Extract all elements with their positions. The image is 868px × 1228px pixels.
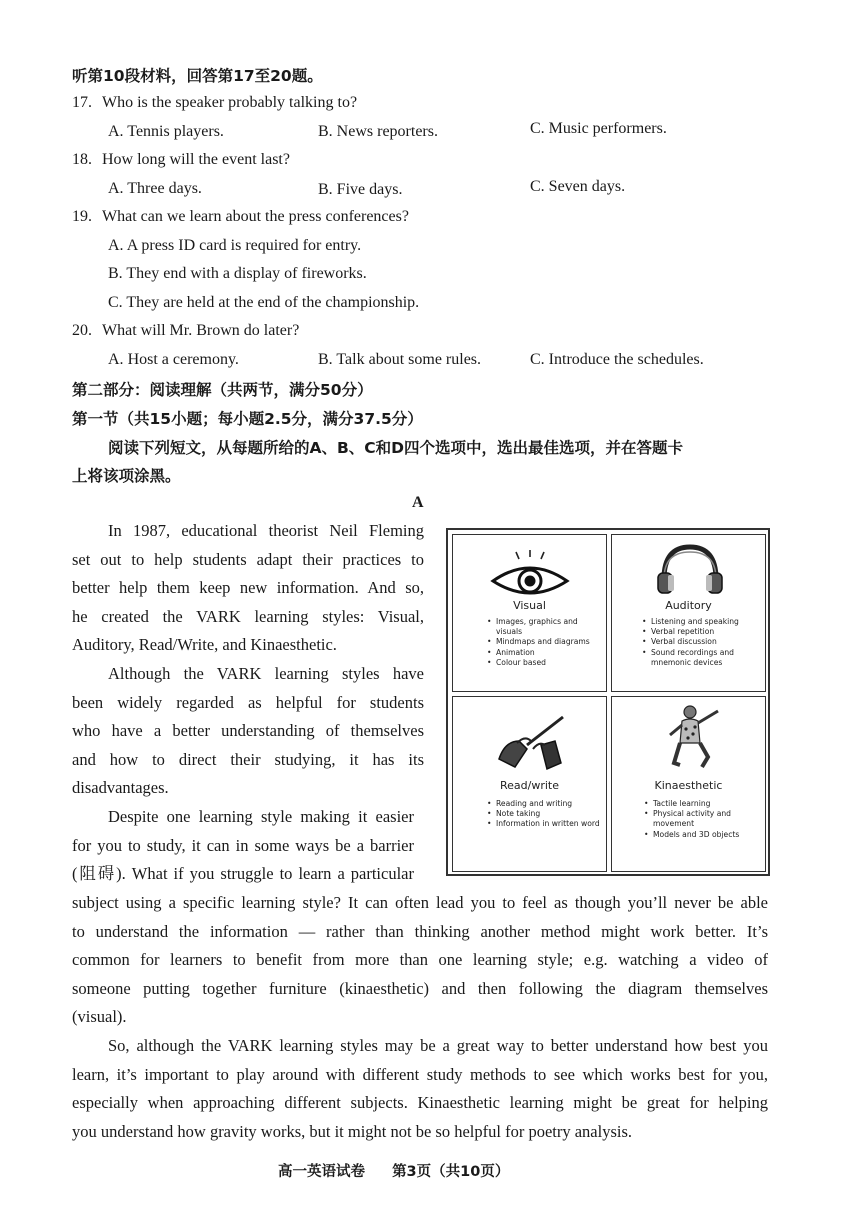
list-item: • Note taking	[487, 809, 603, 819]
option-text: News reporters.	[336, 123, 438, 140]
passage-line: who have a better understanding of themselves	[72, 721, 424, 741]
question-text: What can we learn about the press conferences?	[102, 208, 409, 225]
option-18c	[530, 178, 625, 196]
option-letter: A.	[108, 123, 124, 140]
list-item: • Images, graphics and visuals	[487, 617, 601, 637]
passage-wide-column	[72, 889, 768, 1146]
passage-line: (visual).	[72, 1007, 127, 1027]
option-letter: A.	[108, 351, 124, 368]
passage-line: especially when approaching different subjects. Kinaesthetic learning might be great for helping	[72, 1093, 768, 1113]
passage-line: been widely regarded as helpful for students	[72, 692, 424, 712]
list-item: • Tactile learning	[644, 799, 762, 809]
option-letter: B.	[318, 123, 333, 140]
passage-label: A	[412, 494, 424, 511]
visual-list	[487, 617, 601, 668]
passage-line: In 1987, educational theorist Neil Fleming	[108, 521, 424, 540]
passage-line: to understand the information — rather than thinking another method might work better. It’s	[72, 921, 768, 941]
option-19a	[108, 237, 361, 255]
question-number: 20.	[72, 322, 92, 339]
list-item: • Listening and speaking	[642, 617, 762, 627]
kinaesthetic-list	[644, 799, 762, 840]
option-text: Five days.	[336, 181, 403, 198]
option-17b	[318, 123, 438, 141]
question-19	[72, 208, 409, 226]
passage-line: common for learners to benefit from more than one learning style; e.g. watching a video of	[72, 950, 768, 970]
question-number: 19.	[72, 208, 92, 225]
footer-title: 高一英语试卷	[278, 1164, 365, 1180]
readwrite-cell	[452, 696, 607, 872]
question-text: What will Mr. Brown do later?	[102, 322, 300, 339]
visual-cell	[452, 534, 607, 692]
writing-hand-icon	[493, 711, 571, 773]
option-letter: C.	[530, 178, 545, 195]
kinaesthetic-cell	[611, 696, 766, 872]
question-20	[72, 322, 299, 340]
list-item: • Physical activity and movement	[644, 809, 762, 829]
question-number: 17.	[72, 94, 92, 111]
option-letter: A.	[108, 180, 124, 197]
option-19c	[108, 294, 419, 312]
instructions-line2: 上将该项涂黑。	[72, 467, 181, 485]
option-letter: A.	[108, 237, 124, 254]
option-20a	[108, 351, 239, 369]
option-text: They are held at the end of the championship.	[126, 294, 420, 311]
auditory-list	[642, 617, 762, 668]
passage-line: Despite one learning style making it easier	[108, 807, 414, 826]
passage-line: Auditory, Read/Write, and Kinaesthetic.	[72, 635, 337, 655]
visual-title: Visual	[513, 599, 546, 612]
passage-line: (阻碍). What if you struggle to learn a particular	[72, 864, 414, 884]
option-17c	[530, 120, 667, 138]
question-text: Who is the speaker probably talking to?	[102, 94, 358, 111]
question-17	[72, 94, 357, 112]
list-item: • Sound recordings and mnemonic devices	[642, 648, 762, 668]
passage-line: subject using a specific learning style? It can often lead you to feel as though you’ll never be able	[72, 893, 768, 912]
option-text: Three days.	[127, 180, 202, 197]
passage-line: disadvantages.	[72, 778, 169, 798]
eye-icon	[489, 549, 571, 599]
part2-header: 第二部分：阅读理解（共两节，满分50分）	[72, 381, 373, 399]
passage-line: So, although the VARK learning styles may be a great way to better understand how best you	[108, 1035, 768, 1055]
option-text: Host a ceremony.	[127, 351, 239, 368]
passage-line: and how to direct their studying, it has its	[72, 749, 424, 769]
option-text: Tennis players.	[127, 123, 224, 140]
dancing-figure-icon	[660, 703, 724, 777]
list-item: • Animation	[487, 648, 601, 658]
option-19b	[108, 265, 367, 283]
option-text: They end with a display of fireworks.	[126, 265, 367, 282]
question-18	[72, 151, 290, 169]
section-header: 听第10段材料，回答第17至20题。	[72, 67, 323, 85]
footer-page-number: 第3页（共10页）	[392, 1164, 510, 1180]
option-letter: B.	[108, 265, 123, 282]
auditory-title: Auditory	[665, 599, 712, 612]
passage-line: better help them keep new information. And so,	[72, 578, 424, 598]
passage-narrow-column-2	[72, 803, 414, 889]
option-18a	[108, 180, 202, 198]
list-item: • Information in written word	[487, 819, 603, 829]
headphones-icon	[654, 541, 726, 597]
question-number: 18.	[72, 151, 92, 168]
list-item: • Mindmaps and diagrams	[487, 637, 601, 647]
passage-line: he created the VARK learning styles: Visual,	[72, 606, 424, 626]
kinaesthetic-title: Kinaesthetic	[654, 779, 723, 792]
passage-line: for you to study, it can in some ways be a barrier	[72, 835, 414, 855]
readwrite-title: Read/write	[499, 779, 559, 792]
option-text: A press ID card is required for entry.	[126, 237, 362, 254]
vark-figure	[446, 528, 770, 876]
passage-line: Although the VARK learning styles have	[108, 663, 424, 683]
question-text: How long will the event last?	[102, 151, 290, 168]
option-20b	[318, 351, 481, 369]
passage-line: you understand how gravity works, but it might not be so helpful for poetry analysis.	[72, 1121, 633, 1141]
readwrite-list	[487, 799, 603, 830]
option-text: Music performers.	[548, 120, 667, 137]
option-17a	[108, 123, 224, 141]
passage-line: set out to help students adapt their practices to	[72, 549, 424, 569]
instructions-line1: 阅读下列短文，从每题所给的A、B、C和D四个选项中，选出最佳选项，并在答题卡	[108, 439, 684, 457]
auditory-cell	[611, 534, 766, 692]
section1-header: 第一节（共15小题；每小题2.5分，满分37.5分）	[72, 410, 423, 428]
passage-line: someone putting together furniture (kinaesthetic) and then following the diagram themselves	[72, 978, 768, 998]
passage-narrow-column	[72, 517, 424, 803]
option-20c	[530, 351, 704, 369]
option-letter: B.	[318, 351, 333, 368]
option-letter: B.	[318, 181, 333, 198]
option-letter: C.	[530, 351, 545, 368]
option-letter: C.	[530, 120, 545, 137]
list-item: • Verbal repetition	[642, 627, 762, 637]
option-letter: C.	[108, 294, 123, 311]
list-item: • Verbal discussion	[642, 637, 762, 647]
page-footer	[278, 1160, 509, 1181]
option-text: Talk about some rules.	[336, 351, 482, 368]
option-18b	[318, 181, 402, 199]
list-item: • Colour based	[487, 658, 601, 668]
list-item: • Reading and writing	[487, 799, 603, 809]
list-item: • Models and 3D objects	[644, 830, 762, 840]
passage-line: learn, it’s important to play around with different study methods to see which works best for you,	[72, 1064, 768, 1084]
option-text: Seven days.	[548, 178, 626, 195]
option-text: Introduce the schedules.	[548, 351, 704, 368]
